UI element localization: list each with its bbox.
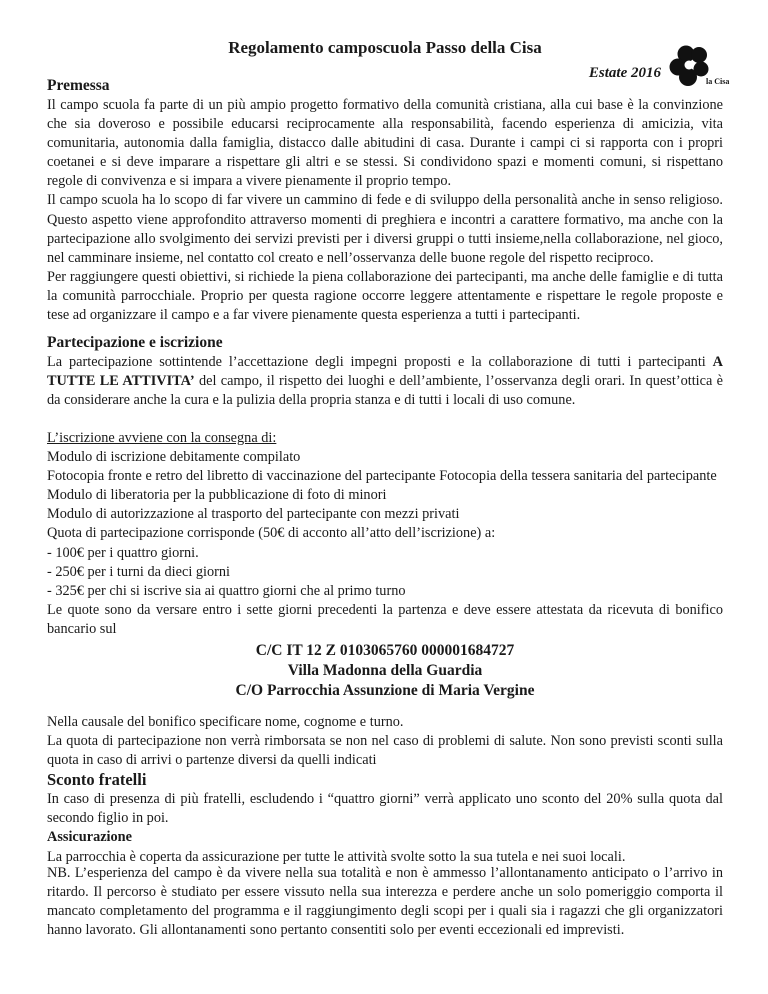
premessa-paragraph-3: Per raggiungere questi obiettivi, si richiede la piena collaborazione dei partecipanti, ma anche delle famiglie e di tutta la comunità parrocchiale. Proprio per questa ragione occorre leggere attentamente e rispettare le regole proposte e tese ad organizzare il campo e a far vivere pienamente questa esperienza a tutti i partecipanti. [47,268,723,324]
premessa-paragraph-2: Il campo scuola ha lo scopo di far vivere un cammino di fede e di sviluppo della personalità anche in senso religioso. Questo aspetto viene approfondito attraverso momenti di preghiera e incontri a carattere formativo, ma anche con la partecipazione allo svolgimento dei servizi previsti per i diversi gruppi o tutti insieme,nella collaborazione, nel gioco, nel camminare insieme, nel contatto col creato e nell’osservanza delle buone regole del rispetto reciproco. [47,192,723,266]
logo-center [685,61,694,70]
iscrizione-line: Fotocopia fronte e retro del libretto di vaccinazione del partecipante Fotocopia della tessera sanitaria del partecipante [47,468,717,485]
iscrizione-line: Quota di partecipazione corrisponde (50€ di acconto all’atto dell’iscrizione) a: [47,525,496,542]
iscrizione-line: - 325€ per chi si iscrive sia ai quattro giorni che al primo turno [47,582,406,599]
iscrizione-line: - 250€ per i turni da dieci giorni [47,563,231,580]
logo-petal [679,68,697,86]
iscrizione-line: Modulo di liberatoria per la pubblicazione di foto di minori [47,487,387,504]
causale-paragraph-1: Nella causale del bonifico specificare nome, cognome e turno. [47,714,404,730]
heading-sconto: Sconto fratelli [47,770,147,790]
section-causale [47,713,723,867]
section-partecipazione [47,333,723,410]
sconto-paragraph: In caso di presenza di più fratelli, escludendo i “quattro giorni” verrà applicato uno sconto del 20% sulla quota dal secondo figlio in poi. [47,791,723,827]
iscrizione-line: Le quote sono da versare entro i sette giorni precedenti la partenza e deve essere attestata da ricevuta di bonifico bancario sul [47,601,723,637]
bank-care-of: C/O Parrocchia Assunzione di Maria Vergine [235,682,535,699]
premessa-paragraph-1: Il campo scuola fa parte di un più ampio progetto formativo della comunità cristiana, alla cui base è la convinzione che sia doveroso e possibile educarsi reciprocamente alla responsabilità, facendo esperienza di amicizia, vita comunitaria, autonomia dalla famiglia, distacco dalle abitudini di casa. Durante i campi ci si rapporta con i propri coetanei e si deve imparare a rispettare gli altri e se stessi. Si condividono spazi e momenti comuni, si rispettano regole di convivenza e si impara a vivere pienamente il proprio tempo. [47,97,723,190]
iscrizione-intro: L’iscrizione avviene con la consegna di: [47,430,277,446]
section-premessa [47,76,723,325]
bank-details [47,641,723,701]
heading-premessa: Premessa [47,77,110,94]
nb-paragraph: NB. L’esperienza del campo è da vivere nella sua totalità e non è ammesso l’allontanamento anticipato o l’arrivo in ritardo. Il percorso è studiato per essere vissuto nella sua interezza e perdere anche un solo pomeriggio comporta il mancato completamento del programma e il raggiungimento degli scopi per i quali sia i ragazzi che gli organizzatori hanno lavorato. Gli allontanamenti sono pertanto consentiti solo per eventi eccezionali ed imprevisti. [47,865,723,939]
page-title: Regolamento camposcuola Passo della Cisa [228,38,542,57]
bank-iban: C/C IT 12 Z 0103065760 000001684727 [255,642,515,659]
iscrizione-line: - 100€ per i quattro giorni. [47,544,199,561]
section-nb [47,864,723,940]
causale-paragraph-2: La quota di partecipazione non verrà rimborsata se non nel caso di problemi di salute. Non sono previsti sconti sulla quota in caso di arrivi o partenze diversi da quelli indicati [47,733,723,769]
heading-partecipazione: Partecipazione e iscrizione [47,334,223,351]
edition-label: Estate 2016 [588,65,661,81]
iscrizione-line: Modulo di iscrizione debitamente compilato [47,449,301,466]
partecipazione-emphasis: A TUTTE LE ATTIVITA’ [47,354,723,390]
iscrizione-line: Modulo di autorizzazione al trasporto del partecipante con mezzi privati [47,506,460,523]
logo-text: la Cisa [706,77,730,86]
flower-logo-icon [666,44,730,92]
section-iscrizione [47,429,723,639]
bank-holder: Villa Madonna della Guardia [287,662,483,679]
assicurazione-paragraph: La parrocchia è coperta da assicurazione per tutte le attività svolte sotto la sua tutela e nei suoi locali. [47,848,626,865]
partecipazione-paragraph: La partecipazione sottintende l’accettazione degli impegni proposti e la collaborazione di tutti i partecipanti A TUTTE LE ATTIVITA’ del campo, il rispetto dei luoghi e dell’ambiente, l’osservanza degli orari. In quest’ottica è da considerare anche la cura e la pulizia della propria stanza e di tutti i locali di uso comune. [47,354,723,409]
logo-petal [691,47,707,63]
heading-assicurazione: Assicurazione [47,829,132,846]
